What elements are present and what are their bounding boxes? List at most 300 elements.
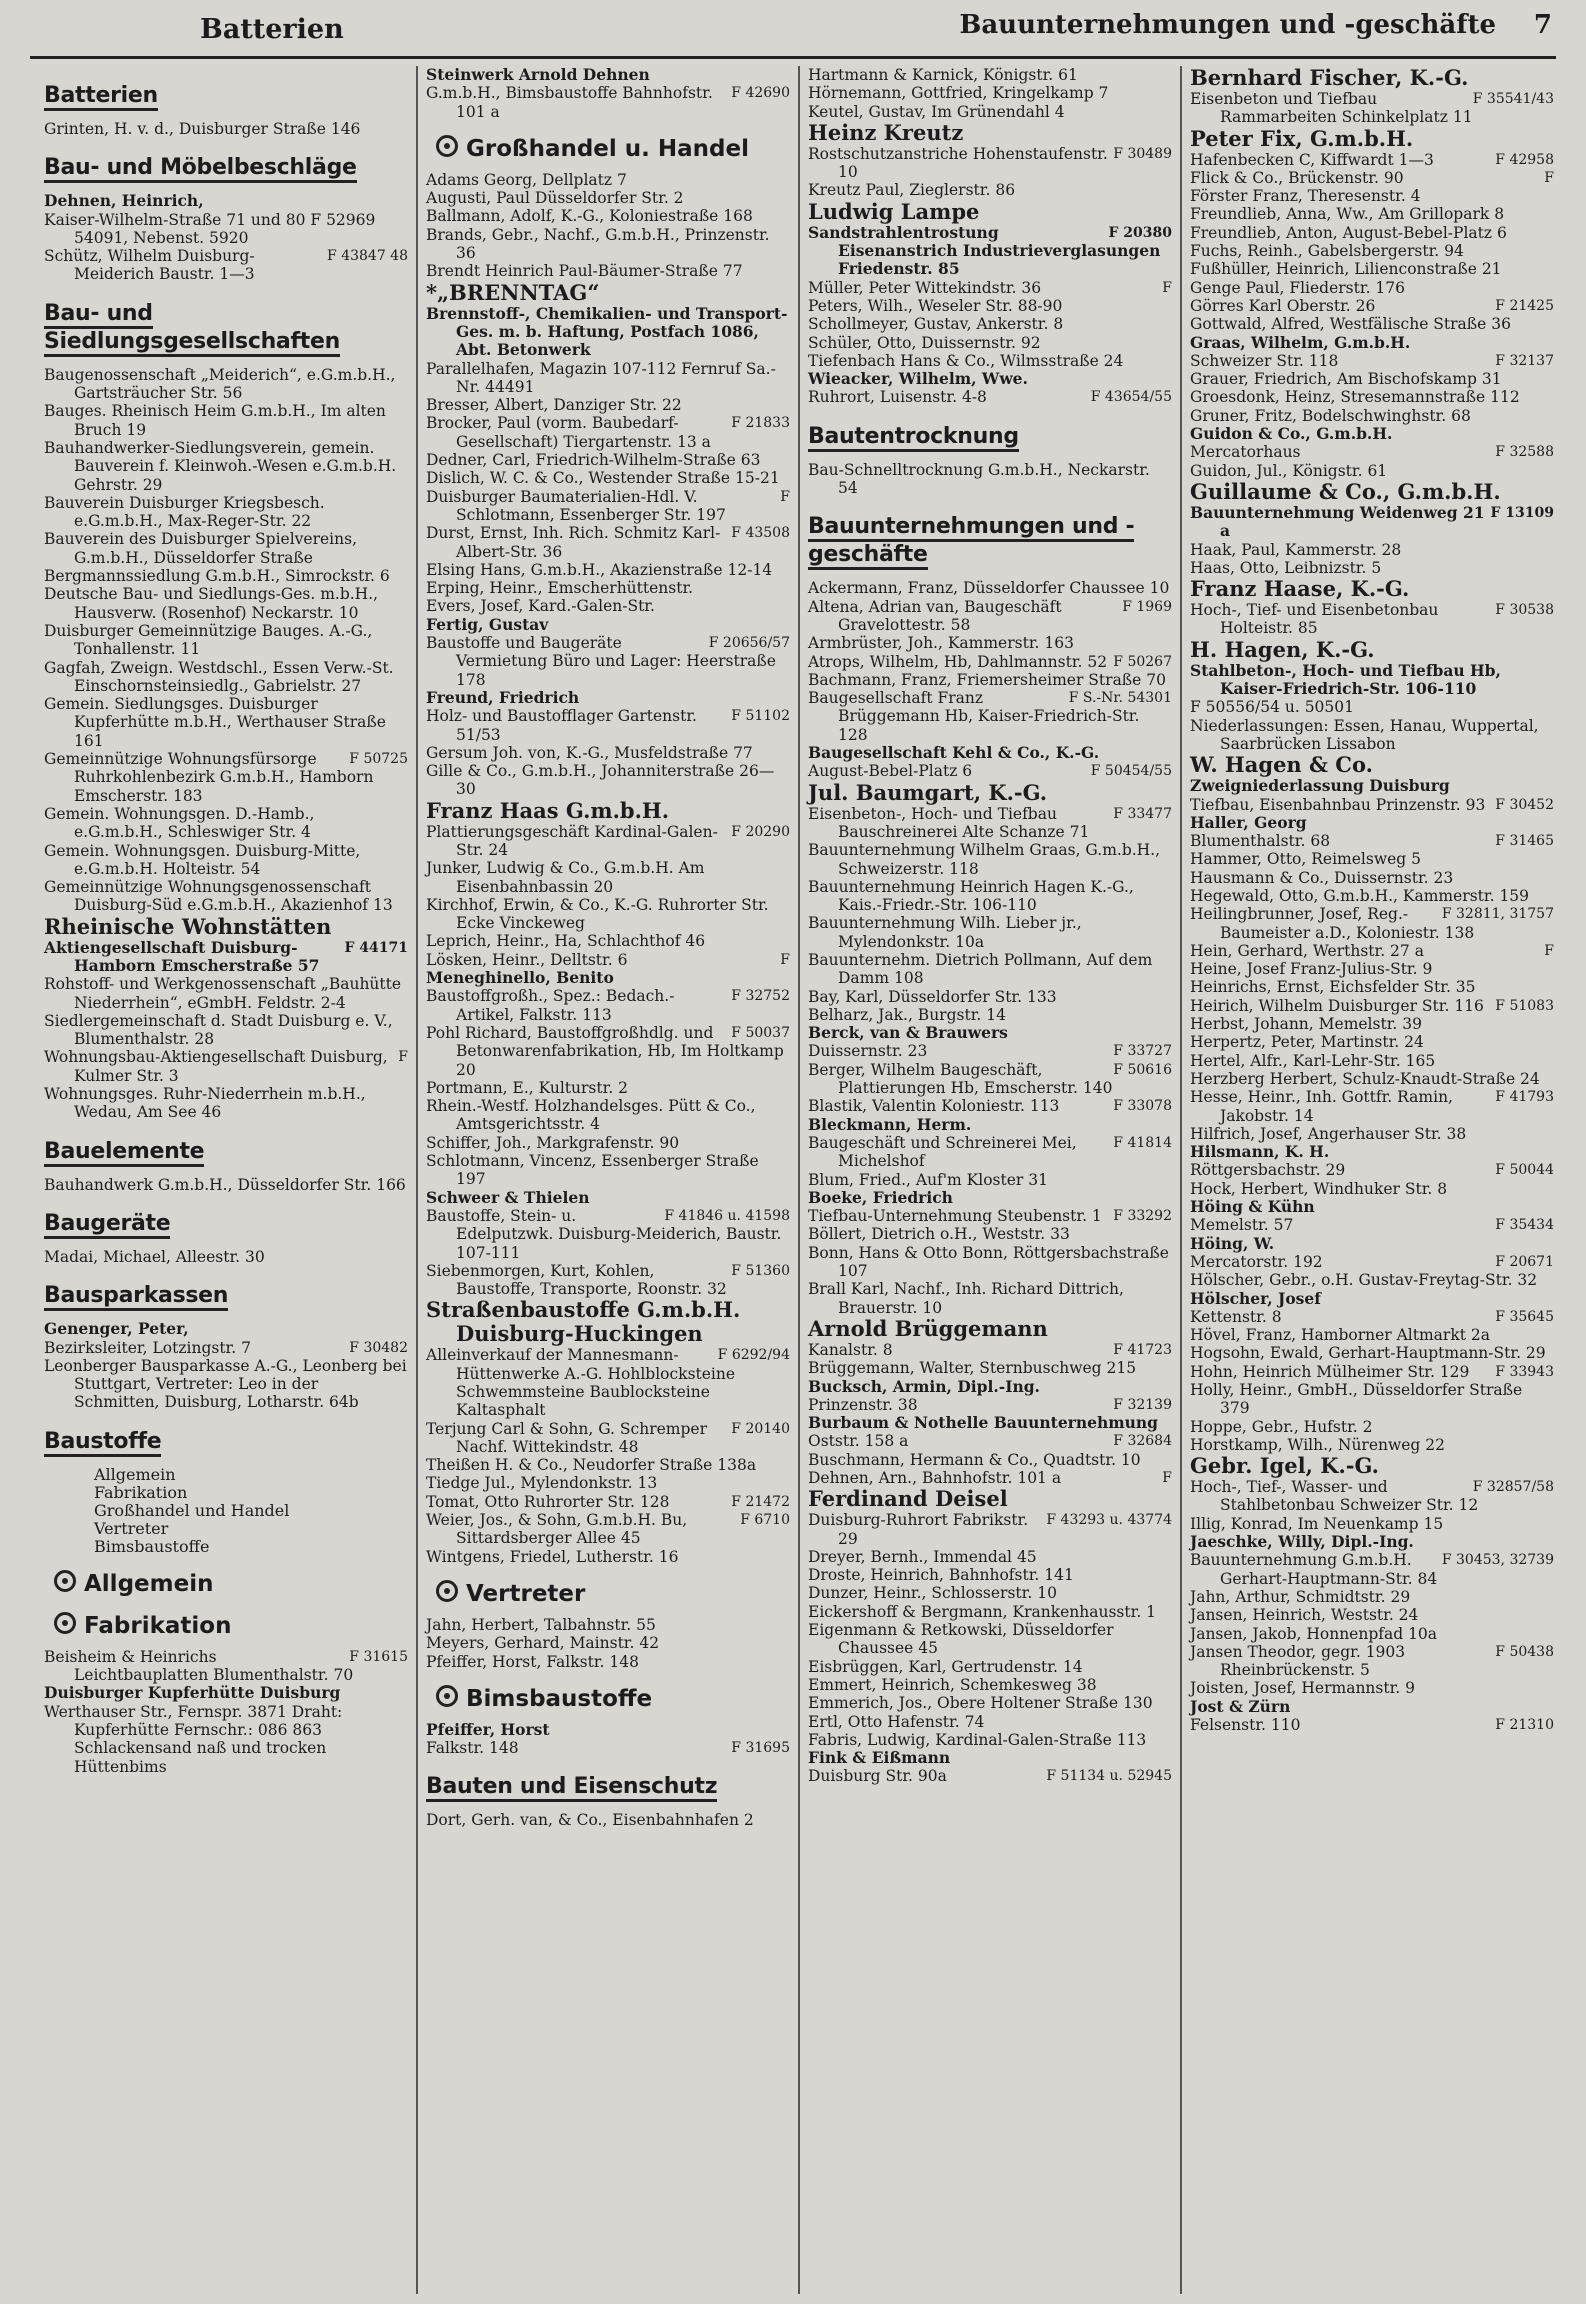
directory-entry <box>426 799 790 823</box>
directory-entry <box>808 1658 1172 1676</box>
directory-entry <box>44 975 408 1012</box>
directory-entry <box>426 969 790 987</box>
entry-text: Heirich, Wilhelm Duisburger Str. 116 <box>1190 996 1484 1015</box>
directory-entry <box>44 750 408 805</box>
directory-entry <box>44 494 408 531</box>
directory-entry <box>1190 90 1554 127</box>
phone-number: F 32684 <box>1113 1433 1172 1450</box>
directory-entry <box>1190 1515 1554 1533</box>
directory-entry <box>1190 1533 1554 1551</box>
entry-text: Heinz Kreutz <box>808 119 964 145</box>
section-heading-text: Bau- und Siedlungsgesellschaften <box>44 301 340 357</box>
directory-entry <box>426 488 790 525</box>
phone-number: F 35434 <box>1495 1217 1554 1234</box>
directory-entry <box>808 1676 1172 1694</box>
entry-text: Brocker, Paul (vorm. Baubedarf-Gesellschaft) Tiergartenstr. 13 a <box>426 414 711 451</box>
directory-entry <box>1190 297 1554 315</box>
directory-entry <box>426 189 790 207</box>
directory-entry <box>808 461 1172 498</box>
phone-number: F 42958 <box>1495 151 1554 168</box>
phone-number: F 20380 <box>1108 224 1172 241</box>
entry-text: Emmerich, Jos., Obere Holtener Straße 130 <box>808 1694 1153 1713</box>
entry-text: Rohstoff- und Werkgenossenschaft „Bauhütte Niederrhein“, eGmbH. Feldstr. 2-4 <box>44 975 402 1012</box>
phone-number: F 51083 <box>1495 997 1554 1014</box>
directory-entry <box>808 1603 1172 1621</box>
directory-entry <box>808 1042 1172 1060</box>
entry-text: Horstkamp, Wilh., Nürenweg 22 <box>1190 1435 1446 1454</box>
subsection-heading-text: Allgemein <box>84 1570 214 1597</box>
directory-entry <box>808 1432 1172 1450</box>
directory-entry <box>44 1085 408 1122</box>
entry-text: Schütz, Wilhelm Duisburg-Meiderich Baustr. 1—3 <box>44 247 255 284</box>
entry-text: Oststr. 158 a <box>808 1432 909 1451</box>
entry-text: Dislich, W. C. & Co., Westender Straße 15-21 <box>426 469 780 488</box>
entry-text: Eisbrüggen, Karl, Gertrudenstr. 14 <box>808 1657 1083 1676</box>
directory-entry <box>1190 1625 1554 1643</box>
directory-entry <box>1190 462 1554 480</box>
category-list-item: Allgemein <box>94 1464 176 1484</box>
entry-text: Schweer & Thielen <box>426 1187 590 1207</box>
directory-entry <box>1190 151 1554 169</box>
directory-entry <box>426 469 790 487</box>
directory-entry <box>426 1739 790 1757</box>
entry-text: Elsing Hans, G.m.b.H., Akazienstraße 12-14 <box>426 560 773 579</box>
directory-entry <box>44 805 408 842</box>
entry-text: Tiefbau, Eisenbahnbau Prinzenstr. 93 <box>1190 795 1486 814</box>
directory-entry <box>808 671 1172 689</box>
section-heading <box>808 423 1172 451</box>
entry-text: Heilingbrunner, Josef, Reg.-Baumeister a.D., Koloniestr. 138 <box>1190 905 1475 942</box>
directory-entry <box>44 192 408 210</box>
phone-number: F 50438 <box>1495 1643 1554 1660</box>
entry-text: Boeke, Friedrich <box>808 1187 953 1207</box>
phone-number: F 50454/55 <box>1090 763 1172 780</box>
entry-text: Gersum Joh. von, K.-G., Musfeldstraße 77 <box>426 743 753 762</box>
entry-text: Parallelhafen, Magazin 107-112 Fernruf Sa.-Nr. 44491 <box>426 359 776 396</box>
directory-entry <box>426 262 790 280</box>
directory-entry <box>1190 1180 1554 1198</box>
directory-entry <box>808 1487 1172 1511</box>
entry-text: Wohnungsges. Ruhr-Niederrhein m.b.H., Wedau, Am See 46 <box>44 1085 366 1122</box>
directory-entry <box>44 622 408 659</box>
phone-number: F <box>780 951 790 968</box>
phone-number: F <box>398 1049 408 1066</box>
phone-number: F 32139 <box>1113 1396 1172 1413</box>
directory-entry <box>426 1811 790 1829</box>
entry-text: Bernhard Fischer, K.-G. <box>1190 66 1469 90</box>
phone-number: F <box>1162 279 1172 296</box>
directory-entry <box>426 987 790 1024</box>
directory-entry <box>808 1359 1172 1377</box>
directory-entry <box>808 762 1172 780</box>
entry-text: Bau-Schnelltrocknung G.m.b.H., Neckarstr. 54 <box>808 460 1150 498</box>
entry-text: Kaiser-Wilhelm-Straße 71 und 80 F 52969 54091, Nebenst. 5920 <box>44 210 376 247</box>
entry-text: Tiedge Jul., Mylendonkstr. 13 <box>426 1474 658 1493</box>
directory-entry <box>426 414 790 451</box>
directory-entry <box>1190 169 1554 187</box>
directory-entry <box>1190 1436 1554 1454</box>
phone-number: F 44171 <box>344 939 408 956</box>
entry-text: Kanalstr. 8 <box>808 1340 893 1359</box>
directory-entry <box>808 279 1172 297</box>
directory-entry <box>1190 541 1554 559</box>
entry-text: Gemeinnützige Wohnungsfürsorge Ruhrkohlenbezirk G.m.b.H., Hamborn Emscherstr. 183 <box>44 750 374 805</box>
directory-entry <box>1190 1588 1554 1606</box>
phone-number: F 21472 <box>731 1493 790 1510</box>
directory-entry <box>426 84 790 121</box>
directory-entry <box>1190 1716 1554 1734</box>
directory-entry <box>44 1320 408 1338</box>
entry-text: Dehnen, Arn., Bahnhofstr. 101 a <box>808 1469 1062 1487</box>
directory-entry <box>426 634 790 689</box>
entry-text: Lösken, Heinr., Delltstr. 6 <box>426 950 628 969</box>
directory-entry <box>44 695 408 750</box>
directory-entry <box>1190 370 1554 388</box>
entry-text: Fußhüller, Heinrich, Lilienconstraße 21 <box>1190 260 1502 279</box>
phone-number: F 33943 <box>1495 1363 1554 1380</box>
directory-entry <box>44 842 408 879</box>
directory-entry <box>1190 334 1554 352</box>
directory-entry <box>808 1280 1172 1317</box>
directory-entry <box>426 171 790 189</box>
directory-entry <box>426 744 790 762</box>
phone-number: F 41814 <box>1113 1134 1172 1151</box>
entry-text: Peters, Wilh., Weseler Str. 88-90 <box>808 296 1063 315</box>
directory-entry <box>808 1378 1172 1396</box>
phone-number: F 31615 <box>349 1648 408 1665</box>
entry-text: Gemein. Wohnungsgen. Duisburg-Mitte, e.G.m.b.H. Holteistr. 54 <box>44 841 361 878</box>
entry-text: Höing & Kühn <box>1190 1197 1315 1217</box>
directory-entry <box>1190 997 1554 1015</box>
entry-text: Duisburger Gemeinnützige Bauges. A.-G., Tonhallenstr. 11 <box>44 621 373 659</box>
phone-number: F 50267 <box>1113 653 1172 670</box>
entry-text: Gille & Co., G.m.b.H., Johanniterstraße 26—30 <box>426 762 775 799</box>
phone-number: F 20140 <box>731 1420 790 1437</box>
directory-entry <box>426 707 790 744</box>
phone-number: F 6710 <box>740 1512 790 1529</box>
entry-text: Bonn, Hans & Otto Bonn, Röttgersbachstraße 107 <box>808 1243 1169 1281</box>
entry-text: Dunzer, Heinr., Schlosserstr. 10 <box>808 1584 1057 1603</box>
column-3 <box>798 66 1180 2294</box>
entry-text: Guidon, Jul., Königstr. 61 <box>1190 461 1388 480</box>
entry-text: Hölscher, Gebr., o.H. Gustav-Freytag-Str. 32 <box>1190 1271 1538 1290</box>
directory-entry <box>1190 504 1554 541</box>
entry-text: Blastik, Valentin Koloniestr. 113 <box>808 1097 1060 1116</box>
directory-entry <box>1190 1216 1554 1234</box>
entry-text: Herbst, Johann, Memelstr. 39 <box>1190 1015 1422 1034</box>
directory-entry <box>1190 1253 1554 1271</box>
directory-entry <box>808 1414 1172 1432</box>
phone-number: F 43654/55 <box>1090 389 1172 406</box>
directory-entry <box>1190 1088 1554 1125</box>
entry-text: Peter Fix, G.m.b.H. <box>1190 125 1414 151</box>
phone-number: F 32588 <box>1495 444 1554 461</box>
directory-entry <box>1190 753 1554 777</box>
entry-text: Bauunternehmung Wilh. Lieber jr., Mylendonkstr. 10a <box>808 914 1082 951</box>
phone-number: F 21310 <box>1495 1717 1554 1734</box>
phone-number: F 32857/58 <box>1472 1479 1554 1496</box>
directory-entry <box>44 659 408 696</box>
entry-text: Bauhandwerker-Siedlungsverein, gemein. Bauverein f. Kleinwoh.-Wesen e.G.m.b.H. Gehrstr. 29 <box>44 438 397 494</box>
entry-text: G.m.b.H., Bimsbaustoffe Bahnhofstr. 101 a <box>426 84 713 121</box>
directory-entry <box>426 932 790 950</box>
entry-text: Böllert, Dietrich o.H., Weststr. 33 <box>808 1225 1070 1244</box>
entry-text: Baustoffe, Stein- u. Edelputzwk. Duisburg-Meiderich, Baustr. 107-111 <box>426 1206 782 1262</box>
section-heading-text: Bausparkassen <box>44 1283 228 1311</box>
phone-number: F 21425 <box>1495 297 1554 314</box>
directory-entry <box>808 1584 1172 1602</box>
entry-text: Hölscher, Josef <box>1190 1288 1321 1308</box>
entry-text: Droste, Heinrich, Bahnhofstr. 141 <box>808 1566 1074 1585</box>
entry-text: Freundlieb, Anton, August-Bebel-Platz 6 <box>1190 223 1507 242</box>
directory-entry <box>808 1621 1172 1658</box>
phone-number: F 33727 <box>1113 1043 1172 1060</box>
directory-entry <box>808 1061 1172 1098</box>
phone-number: F 30489 <box>1113 145 1172 162</box>
entry-text: Rheinische Wohnstätten <box>44 913 332 939</box>
circle-bullet-icon <box>436 1580 458 1602</box>
directory-entry <box>808 1469 1172 1487</box>
directory-entry <box>426 66 790 84</box>
directory-entry <box>426 524 790 561</box>
directory-entry <box>1190 205 1554 223</box>
phone-number: F <box>1544 942 1554 959</box>
entry-text: Heinrichs, Ernst, Eichsfelder Str. 35 <box>1190 978 1476 997</box>
entry-text: Hein, Gerhard, Werthstr. 27 a <box>1190 941 1424 960</box>
phone-number: F 21833 <box>731 415 790 432</box>
entry-text: Bergmannssiedlung G.m.b.H., Simrockstr. 6 <box>44 567 390 586</box>
directory-entry <box>808 988 1172 1006</box>
entry-text: Pohl Richard, Baustoffgroßhdlg. und Betonwarenfabrikation, Hb, Im Holtkamp 20 <box>426 1023 784 1079</box>
directory-entry <box>1190 1143 1554 1161</box>
entry-text: Hilfrich, Josef, Angerhauser Str. 38 <box>1190 1124 1467 1143</box>
entry-text: Jost & Zürn <box>1190 1696 1291 1716</box>
directory-entry <box>44 878 408 915</box>
entry-text: Emmert, Heinrich, Schemkesweg 38 <box>808 1675 1097 1694</box>
entry-text: Genge Paul, Fliederstr. 176 <box>1190 278 1406 297</box>
directory-entry <box>1190 869 1554 887</box>
subsection-heading <box>436 135 790 163</box>
entry-text: Ruhrort, Luisenstr. 4-8 <box>808 388 987 407</box>
entry-text: Armbrüster, Joh., Kammerstr. 163 <box>808 634 1074 653</box>
phone-number: F 30482 <box>349 1339 408 1356</box>
directory-entry <box>426 1420 790 1457</box>
directory-entry <box>808 66 1172 84</box>
entry-text: Mercatorstr. 192 <box>1190 1252 1323 1271</box>
phone-number: F 41793 <box>1495 1089 1554 1106</box>
directory-entry <box>1190 1052 1554 1070</box>
column-2 <box>416 66 798 2294</box>
directory-entry <box>426 951 790 969</box>
entry-text: Kettenstr. 8 <box>1190 1307 1282 1326</box>
entry-text: Baustoffgroßh., Spez.: Bedach.-Artikel, Falkstr. 113 <box>426 987 675 1024</box>
directory-entry <box>426 689 790 707</box>
directory-entry <box>44 1339 408 1357</box>
directory-entry <box>808 841 1172 878</box>
directory-entry <box>1190 978 1554 996</box>
entry-text: Baustoffe und Baugeräte Vermietung Büro und Lager: Heerstraße 178 <box>426 634 776 689</box>
phone-number: F 41723 <box>1113 1341 1172 1358</box>
directory-entry <box>808 653 1172 671</box>
entry-text: Baugesellschaft Kehl & Co., K.-G. <box>808 743 1100 763</box>
directory-entry <box>808 297 1172 315</box>
entry-text: Portmann, E., Kulturstr. 2 <box>426 1078 629 1097</box>
entry-text: Blumenthalstr. 68 <box>1190 832 1331 851</box>
directory-entry <box>808 634 1172 652</box>
phone-number: F 6292/94 <box>717 1347 790 1364</box>
entry-text: Schüler, Otto, Duissernstr. 92 <box>808 333 1041 352</box>
directory-entry <box>426 1653 790 1671</box>
entry-text: Buschmann, Hermann & Co., Quadtstr. 10 <box>808 1450 1141 1469</box>
entry-text: Berck, van & Brauwers <box>808 1023 1008 1043</box>
section-heading-text: Baugeräte <box>44 1211 170 1239</box>
directory-entry <box>808 181 1172 199</box>
entry-text: Röttgersbachstr. 29 <box>1190 1161 1346 1180</box>
entry-text: Jansen Theodor, gegr. 1903 Rheinbrückenstr. 5 <box>1190 1642 1406 1680</box>
phone-number: F 32811, 31757 <box>1441 906 1554 923</box>
directory-entry <box>426 1511 790 1548</box>
entry-text: Hohn, Heinrich Mülheimer Str. 129 <box>1190 1362 1470 1381</box>
entry-text: Bleckmann, Herm. <box>808 1114 972 1134</box>
entry-text: Straßenbaustoffe G.m.b.H. Duisburg-Huckingen <box>426 1297 741 1347</box>
entry-text: Haak, Paul, Kammerstr. 28 <box>1190 540 1402 559</box>
directory-entry <box>426 1024 790 1079</box>
entry-text: Dehnen, Heinrich, <box>44 191 204 211</box>
entry-text: Guillaume & Co., G.m.b.H. <box>1190 478 1501 504</box>
directory-entry <box>1190 480 1554 504</box>
directory-entry <box>1190 1418 1554 1436</box>
directory-entry <box>426 896 790 933</box>
phone-number: F 20656/57 <box>708 635 790 652</box>
directory-entry <box>808 1317 1172 1341</box>
directory-entry <box>1190 1679 1554 1697</box>
directory-entry <box>808 1511 1172 1548</box>
directory-entry <box>44 402 408 439</box>
entry-text: Dort, Gerh. van, & Co., Eisenbahnhafen 2 <box>426 1811 754 1830</box>
entry-text: Ackermann, Franz, Düsseldorfer Chaussee 10 <box>808 579 1170 598</box>
entry-text: Rhein.-Westf. Holzhandelsges. Pütt & Co., Amtsgerichtsstr. 4 <box>426 1097 756 1134</box>
section-heading-text: Bauelemente <box>44 1139 204 1167</box>
directory-entry <box>426 1721 790 1739</box>
entry-text: H. Hagen, K.-G. <box>1190 636 1375 662</box>
entry-text: Ferdinand Deisel <box>808 1486 1008 1512</box>
entry-text: Hövel, Franz, Hamborner Altmarkt 2a <box>1190 1326 1490 1345</box>
directory-entry <box>426 1474 790 1492</box>
directory-entry <box>808 334 1172 352</box>
entry-text: Memelstr. 57 <box>1190 1216 1294 1235</box>
directory-entry <box>44 120 408 138</box>
directory-entry <box>426 1134 790 1152</box>
entry-text: Eigenmann & Retkowski, Düsseldorfer Chaussee 45 <box>808 1621 1114 1658</box>
section-heading-text: Bautentrocknung <box>808 424 1019 452</box>
directory-entry <box>808 1548 1172 1566</box>
phone-number: F 43508 <box>731 525 790 542</box>
section-heading-text: Bauten und Eisenschutz <box>426 1774 717 1802</box>
section-heading-text: Batterien <box>44 83 158 111</box>
entry-text: Guidon & Co., G.m.b.H. <box>1190 424 1393 444</box>
category-list-item: Bimsbaustoffe <box>94 1536 210 1556</box>
directory-entry <box>426 396 790 414</box>
header-left-title: Batterien <box>200 14 344 45</box>
entry-text: Atrops, Wilhelm, Hb, Dahlmannstr. 52 <box>808 652 1108 671</box>
section-heading <box>44 1210 408 1238</box>
entry-text: Hogsohn, Ewald, Gerhart-Hauptmann-Str. 29 <box>1190 1344 1546 1363</box>
running-header <box>30 6 1556 59</box>
entry-text: Plattierungsgeschäft Kardinal-Galen-Str. 24 <box>426 822 718 859</box>
entry-text: Bauunternehmung G.m.b.H. Gerhart-Hauptmann-Str. 84 <box>1190 1551 1438 1588</box>
directory-entry <box>1190 559 1554 577</box>
directory-entry <box>1190 1198 1554 1216</box>
directory-entry <box>426 1493 790 1511</box>
directory-entry <box>808 84 1172 102</box>
entry-text: Arnold Brüggemann <box>808 1315 1048 1341</box>
entry-text: Weier, Jos., & Sohn, G.m.b.H. Bu, Sittardsberger Allee 45 <box>426 1511 688 1548</box>
phone-number: F 31695 <box>731 1740 790 1757</box>
section-heading <box>808 513 1172 569</box>
directory-entry <box>808 1116 1172 1134</box>
directory-entry <box>808 1024 1172 1042</box>
entry-text: Steinwerk Arnold Dehnen <box>426 66 650 84</box>
directory-entry <box>1190 1015 1554 1033</box>
subsection-heading <box>436 1685 790 1713</box>
entry-text: Fertig, Gustav <box>426 614 549 634</box>
column-1 <box>40 66 416 2294</box>
phone-number: F 42690 <box>731 85 790 102</box>
entry-text: Eisenbeton-, Hoch- und Tiefbau Bauschreinerei Alte Schanze 71 <box>808 804 1090 841</box>
phone-number: F 31465 <box>1495 833 1554 850</box>
section-heading <box>44 300 408 356</box>
directory-entry <box>44 1176 408 1194</box>
entry-text: Dedner, Carl, Friedrich-Wilhelm-Straße 63 <box>426 451 761 470</box>
directory-entry <box>1190 905 1554 942</box>
directory-entry <box>808 1207 1172 1225</box>
entry-text: Heine, Josef Franz-Julius-Str. 9 <box>1190 960 1433 979</box>
entry-text: Hausmann & Co., Duissernstr. 23 <box>1190 868 1454 887</box>
entry-text: Jansen, Heinrich, Weststr. 24 <box>1190 1606 1419 1625</box>
directory-entry <box>426 859 790 896</box>
directory-entry <box>426 1189 790 1207</box>
phone-number: F 41846 u. 41598 <box>664 1207 790 1224</box>
directory-entry <box>426 1634 790 1652</box>
entry-text: Fink & Eißmann <box>808 1748 951 1768</box>
entry-text: Illig, Konrad, Im Neuenkamp 15 <box>1190 1514 1444 1533</box>
directory-entry <box>1190 942 1554 960</box>
entry-text: Adams Georg, Dellplatz 7 <box>426 170 627 189</box>
entry-text: Brendt Heinrich Paul-Bäumer-Straße 77 <box>426 262 743 281</box>
directory-entry <box>808 103 1172 121</box>
directory-entry <box>808 1097 1172 1115</box>
directory-entry <box>1190 796 1554 814</box>
entry-text: F 50556/54 u. 50501 <box>1190 698 1355 717</box>
directory-entry <box>426 1346 790 1419</box>
directory-entry <box>1190 260 1554 278</box>
directory-entry <box>1190 717 1554 754</box>
entry-text: Ballmann, Adolf, K.-G., Koloniestraße 168 <box>426 207 753 226</box>
directory-entry <box>44 1012 408 1049</box>
entry-text: Wieacker, Wilhelm, Wwe. <box>808 369 1028 389</box>
directory-entry <box>1190 1551 1554 1588</box>
directory-entry <box>426 762 790 799</box>
entry-text: Franz Haase, K.-G. <box>1190 576 1410 602</box>
section-heading-text: Bauunternehmungen und -geschäfte <box>808 514 1134 570</box>
entry-text: Hörnemann, Gottfried, Kringelkamp 7 <box>808 84 1109 103</box>
phone-number: F 1969 <box>1122 598 1172 615</box>
entry-text: Eisenbeton und Tiefbau Rammarbeiten Schinkelplatz 11 <box>1190 90 1473 127</box>
entry-text: Graas, Wilhelm, G.m.b.H. <box>1190 332 1411 352</box>
entry-text: Hegewald, Otto, G.m.b.H., Kammerstr. 159 <box>1190 886 1530 905</box>
entry-text: Gemeinnützige Wohnungsgenossenschaft Duisburg-Süd e.G.m.b.H., Akazienhof 13 <box>44 878 393 915</box>
entry-text: Rostschutzanstriche Hohenstaufenstr. 10 <box>808 144 1108 182</box>
